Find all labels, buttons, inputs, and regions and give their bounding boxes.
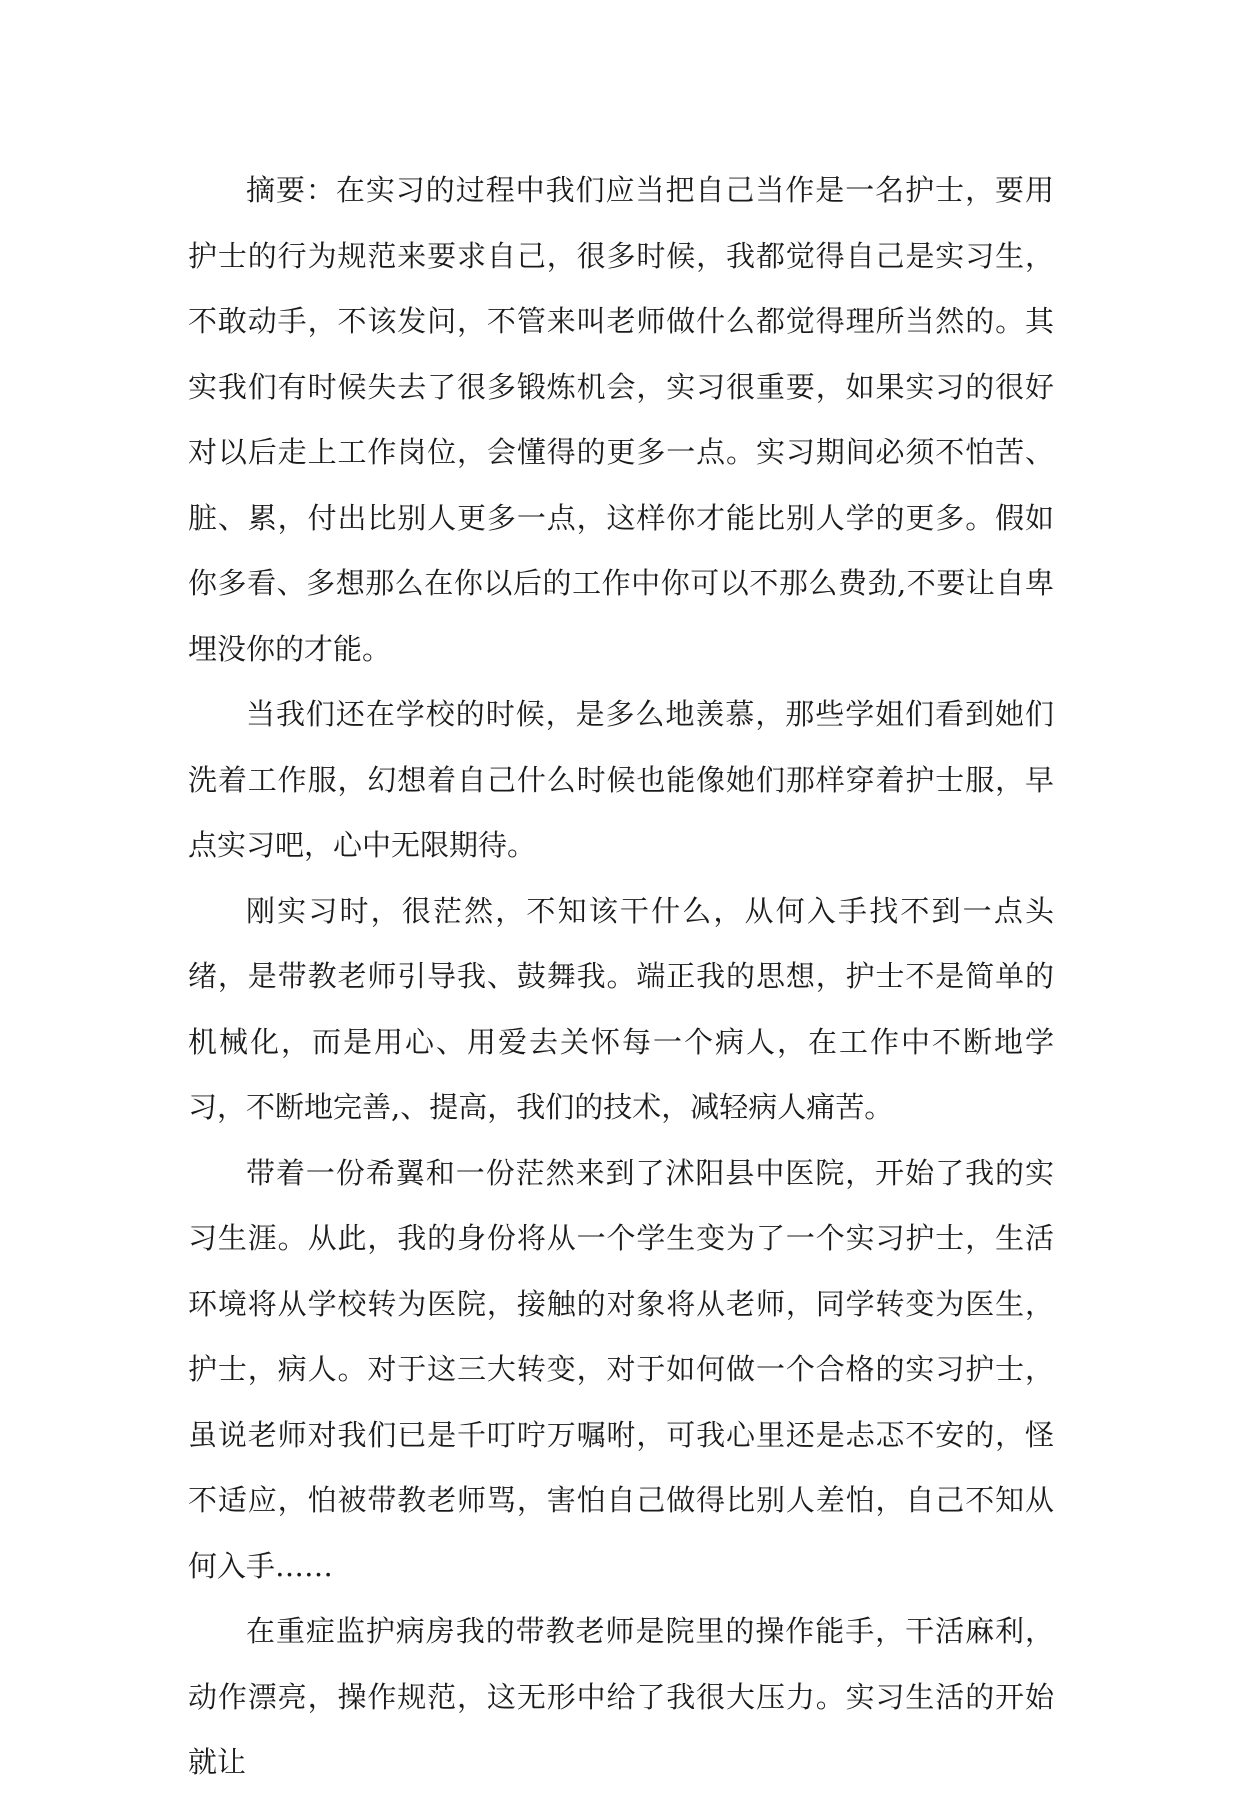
paragraph-school-memory: 当我们还在学校的时候，是多么地羡慕，那些学姐们看到她们洗着工作服，幻想着自己什么时候也能像她们那样穿着护士服，早点实习吧，心中无限期待。 <box>188 697 1054 862</box>
document-body <box>188 158 1054 1796</box>
paragraph-start-internship: 刚实习时，很茫然，不知该干什么，从何入手找不到一点头绪，是带教老师引导我、鼓舞我。端正我的思想，护士不是简单的机械化，而是用心、用爱去关怀每一个病人，在工作中不断地学习，不断地完善,、提高，我们的技术，减轻病人痛苦。 <box>188 893 1054 1124</box>
paragraph-arrival-hospital: 带着一份希翼和一份茫然来到了沭阳县中医院，开始了我的实习生涯。从此，我的身份将从一个学生变为了一个实习护士，生活环境将从学校转为医院，接触的对象将从老师，同学转变为医生，护士，病人。对于这三大转变，对于如何做一个合格的实习护士，虽说老师对我们已是千叮咛万嘱咐，可我心里还是忐忑不安的，怪不适应，怕被带教老师骂，害怕自己做得比别人差怕，自己不知从何入手…… <box>188 1155 1054 1583</box>
paragraph-icu-teacher: 在重症监护病房我的带教老师是院里的操作能手，干活麻利，动作漂亮，操作规范，这无形中给了我很大压力。实习生活的开始就让 <box>188 1614 1054 1779</box>
paragraph-abstract: 摘要：在实习的过程中我们应当把自己当作是一名护士，要用护士的行为规范来要求自己，很多时候，我都觉得自己是实习生，不敢动手，不该发问，不管来叫老师做什么都觉得理所当然的。其实我们有时候失去了很多锻炼机会，实习很重要，如果实习的很好对以后走上工作岗位，会懂得的更多一点。实习期间必须不怕苦、脏、累，付出比别人更多一点，这样你才能比别人学的更多。假如你多看、多想那么在你以后的工作中你可以不那么费劲,不要让自卑埋没你的才能。 <box>188 173 1054 666</box>
